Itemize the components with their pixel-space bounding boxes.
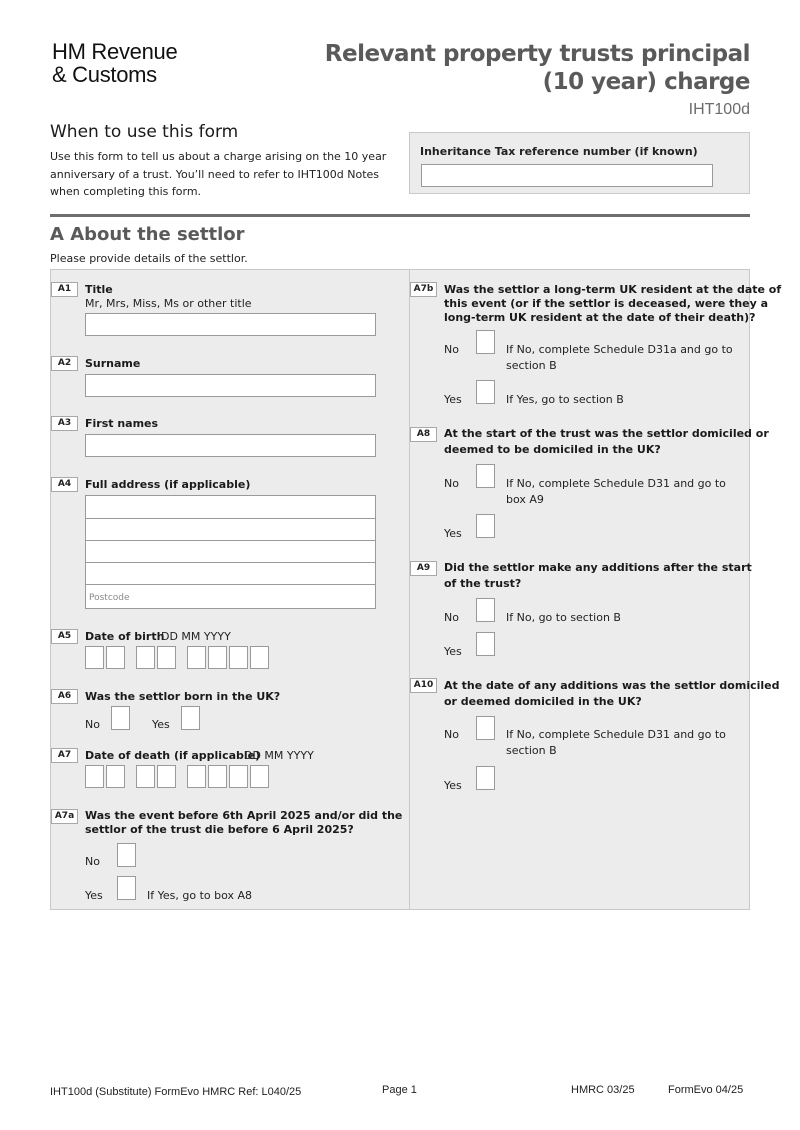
born-in-uk-yes-label: Yes (152, 718, 170, 731)
form-code: IHT100d (688, 101, 750, 118)
event-before-april-2025-line-1: Was the event before 6th April 2025 and/or did the (85, 809, 403, 822)
dod-month-2[interactable] (157, 765, 176, 788)
question-number-a9: A9 (410, 561, 437, 576)
form-title-line-2: (10 year) charge (542, 69, 750, 95)
dob-day-1[interactable] (85, 646, 104, 669)
dob-day-2[interactable] (106, 646, 125, 669)
a7a-yes-note: If Yes, go to box A8 (147, 889, 253, 902)
a9-no-checkbox[interactable] (476, 598, 495, 622)
long-term-resident-line-2: this event (or if the settlor is deceased, were they a (444, 297, 769, 310)
a10-no-note-2: section B (506, 744, 557, 757)
dod-year-2[interactable] (208, 765, 227, 788)
date-of-death-format: DD MM YYYY (244, 749, 314, 762)
a7b-no-checkbox[interactable] (476, 330, 495, 354)
footer-form-reference: IHT100d (Substitute) FormEvo HMRC Ref: L040/25 (50, 1086, 302, 1098)
question-number-a4: A4 (51, 477, 78, 492)
a7b-yes-label: Yes (444, 393, 462, 406)
dod-day-1[interactable] (85, 765, 104, 788)
section-title: A About the settlor (50, 224, 245, 245)
domiciled-at-additions-line-2: or deemed domiciled in the UK? (444, 695, 642, 708)
event-before-april-2025-line-2: settlor of the trust die before 6 April 2025? (85, 823, 354, 836)
dod-day-2[interactable] (106, 765, 125, 788)
address-label: Full address (if applicable) (85, 478, 251, 491)
a9-yes-checkbox[interactable] (476, 632, 495, 656)
intro-heading: When to use this form (50, 122, 239, 142)
a10-yes-label: Yes (444, 779, 462, 792)
address-line-2[interactable] (86, 518, 375, 541)
a10-yes-checkbox[interactable] (476, 766, 495, 790)
a9-no-note: If No, go to section B (506, 611, 621, 624)
dob-year-2[interactable] (208, 646, 227, 669)
address-line-4[interactable] (86, 562, 375, 585)
a7a-yes-label: Yes (85, 889, 103, 902)
born-in-uk-yes-checkbox[interactable] (181, 706, 200, 730)
question-number-a8: A8 (410, 427, 437, 442)
domiciled-at-additions-line-1: At the date of any additions was the settlor domiciled (444, 679, 780, 692)
question-number-a7: A7 (51, 748, 78, 763)
hmrc-logo (52, 40, 177, 86)
intro-text: Use this form to tell us about a charge arising on the 10 year anniversary of a trust. You’ll need to refer to IHT100d Notes when completing this form. (50, 150, 387, 198)
dob-month-1[interactable] (136, 646, 155, 669)
a7a-no-checkbox[interactable] (117, 843, 136, 867)
a7b-no-label: No (444, 343, 459, 356)
domiciled-at-start-line-2: deemed to be domiciled in the UK? (444, 443, 661, 456)
question-number-a1: A1 (51, 282, 78, 297)
reference-label: Inheritance Tax reference number (if known) (420, 145, 698, 158)
a7a-no-label: No (85, 855, 100, 868)
question-number-a2: A2 (51, 356, 78, 371)
a8-no-label: No (444, 477, 459, 490)
title-label: Title (85, 283, 113, 296)
surname-input[interactable] (85, 374, 376, 397)
dob-year-3[interactable] (229, 646, 248, 669)
born-in-uk-label: Was the settlor born in the UK? (85, 690, 281, 703)
address-block (85, 495, 376, 609)
footer-page-number: Page 1 (382, 1084, 417, 1096)
first-names-input[interactable] (85, 434, 376, 457)
question-number-a3: A3 (51, 416, 78, 431)
dod-year-1[interactable] (187, 765, 206, 788)
postcode-input[interactable]: Postcode (89, 593, 130, 603)
address-line-3[interactable] (86, 540, 375, 563)
a10-no-note-1: If No, complete Schedule D31 and go to (506, 728, 726, 741)
a8-no-checkbox[interactable] (476, 464, 495, 488)
a8-yes-checkbox[interactable] (476, 514, 495, 538)
first-names-label: First names (85, 417, 159, 430)
surname-label: Surname (85, 357, 141, 370)
dod-year-3[interactable] (229, 765, 248, 788)
address-line-1[interactable] (86, 496, 375, 519)
additions-after-start-line-2: of the trust? (444, 577, 522, 590)
form-title (325, 40, 750, 96)
footer-formevo-date: FormEvo 04/25 (668, 1084, 744, 1096)
logo-line-2: & Customs (52, 62, 157, 87)
reference-number-input[interactable] (421, 164, 713, 187)
a10-no-checkbox[interactable] (476, 716, 495, 740)
title-hint: Mr, Mrs, Miss, Ms or other title (85, 297, 252, 310)
long-term-resident-line-1: Was the settlor a long-term UK resident at the date of (444, 283, 782, 296)
a7a-yes-checkbox[interactable] (117, 876, 136, 900)
a8-no-note-1: If No, complete Schedule D31 and go to (506, 477, 726, 490)
domiciled-at-start-line-1: At the start of the trust was the settlor domiciled or (444, 427, 769, 440)
a7b-no-note-2: section B (506, 359, 557, 372)
logo-line-1: HM Revenue (52, 39, 178, 64)
dob-year-1[interactable] (187, 646, 206, 669)
dob-month-2[interactable] (157, 646, 176, 669)
question-number-a7b: A7b (410, 282, 437, 297)
footer-hmrc-date: HMRC 03/25 (571, 1084, 635, 1096)
dod-year-4[interactable] (250, 765, 269, 788)
question-number-a7a: A7a (51, 809, 78, 824)
dod-month-1[interactable] (136, 765, 155, 788)
question-number-a6: A6 (51, 689, 78, 704)
born-in-uk-no-checkbox[interactable] (111, 706, 130, 730)
question-number-a10: A10 (410, 678, 437, 693)
title-input[interactable] (85, 313, 376, 336)
date-of-birth-format: DD MM YYYY (161, 630, 231, 643)
date-of-death-label: Date of death (if applicable) (85, 749, 261, 762)
a7b-no-note-1: If No, complete Schedule D31a and go to (506, 343, 733, 356)
additions-after-start-line-1: Did the settlor make any additions after the start (444, 561, 752, 574)
long-term-resident-line-3: long-term UK resident at the date of their death)? (444, 311, 756, 324)
a9-no-label: No (444, 611, 459, 624)
a8-yes-label: Yes (444, 527, 462, 540)
a8-no-note-2: box A9 (506, 493, 544, 506)
section-subtitle: Please provide details of the settlor. (50, 252, 248, 265)
question-number-a5: A5 (51, 629, 78, 644)
form-title-line-1: Relevant property trusts principal (324, 41, 750, 67)
born-in-uk-no-label: No (85, 718, 100, 731)
a7b-yes-checkbox[interactable] (476, 380, 495, 404)
dob-year-4[interactable] (250, 646, 269, 669)
a10-no-label: No (444, 728, 459, 741)
a7b-yes-note: If Yes, go to section B (506, 393, 624, 406)
section-divider (50, 214, 750, 217)
a9-yes-label: Yes (444, 645, 462, 658)
date-of-birth-label: Date of birth (85, 630, 165, 643)
